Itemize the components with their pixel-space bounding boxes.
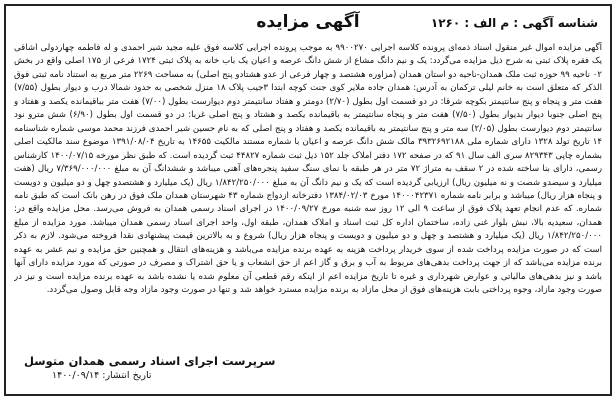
notice-identifier: شناسه آگهی : م الف : ۱۲۶۰ [430,16,598,30]
notice-page [4,4,612,396]
publication-date: تاریخ انتشار: ۱۴۰۰/۰۹/۱۴ [52,370,152,381]
notice-header [14,10,602,40]
notice-body: آگهی مزایده اموال غیر منقول اسناد ذمه‌ای پرونده کلاسه اجرایی ۹۹۰۰۲۷۰ به موجب پرونده اجرایی کلاسه فوق علیه مجید شیر احمدی و له فاطمه چهاردولی اشاقی یک فقره پلاک ثبتی به شرح ذیل مزایده می‌گردد: یک و نیم دانگ مشاع از شش دانگ عرصه و اعیان یک باب خانه به پلاک ثبتی ۱۷۲۴ فرعی از ۱۷۵ اصلی واقع در بخش ۰۲ ناحیه ۹۹ حوزه ثبت ملک همدان-ناحیه دو استان همدان (مزاوره هشتصد و چهار فرعی از عدو هشتادو پنج اصلی) به مساحت ۲۲۶۹ متر مربع به استناد نامه ثبتی فوق الذکر که متعلق است به خانم لیلی ترکمان به آدرس: همدان جاده ملایر کوی جنت کوچه ابتدا ۳جیب پلاک ۱۸ منزل شخصی به حدود شمالا درب و دیوار بطول (۷/۵۵) هفت متر و پنجاه و پنج سانتیمتر بکوچه شرقا: در دو قسمت اول بطول (۲/۷۰) دومتر و هفتاد سانتیمتر دوم دیوارست بطول (۷/۰۰) هفت متر بباقیمانده یکصد و هفتاد و پنج اصلی جنوبا دیوار بدیوار بطول (۷/۵۰) هفت متر و پنجاه سانتیمتر به باقیمانده یکصد و هشتاد و پنج اصلی غربا: در دو قسمت اول بطول (۶/۹۰) شش مترو نود سانتیمتر دوم دیوارست بطول (۲/۰۵) سه متر و پنج سانتیمتر به باقیمانده یکصد و هفتاد و پنج اصلی که به نام حسین شیر احمدی فرزند محمد موسی شماره شناسنامه ۱۴ تاریخ تولد ۱۳۲۸ دارای شماره ملی ۳۹۳۲۶۹۲۱۸۸ مالک شش دانگ عرصه و اعیان با شماره مستند مالکیت ۱۴۶۵۵ به تاریخ ۱۳۹۱/۰۸/۰۴ موضوع سند مالکیت اصلی بشماره چاپی ۸۲۹۳۴۳ سری الف سال ۹۱ که در صفحه ۱۷۲ دفتر املاک جلد ۱۵۲ ذیل ثبت شماره ۴۴۸۲۷ ثبت گردیده است. که طبق نظر مورخه ۱۴۰۰/۰۷/۱۵ کارشناس رسمی، دارای بنا ساخته شده در ۲ سقف به متراژ ۷۲ متر در هر طبقه با نمای سنگ سفید پنجره‌های آهنی میباشد و ششدانگ آن به مبلغ ۷/۳۶۹/۰۰۰/۰۰۰ ریال (هفت میلیارد و سیصدو شصت و نه میلیون ریال) ارزیابی گردیده است که یک و نیم دانگ آن به مبلغ ۱/۸۴۲/۲۵۰/۰۰۰ ریال (یک میلیارد و هشتصدو چهل و دو میلیون و دویست و پنجاه هزار ریال) میباشد و برابر نامه شماره ۱۴۰۰۰۴۲۳۷۱ مورخ ۱۳۸۴/۰۲/۰۳ دفترخانه ازدواج شماره ۴۳ شهرستان همدان ملک فوق در رهن بانک است که طبق نامه شماره. که عدم انجام تعهد پلاک فوق از ساعت ۹ الی ۱۲ روز سه شنبه مورخ ۱۴۰۰/۰۹/۲۷ در اجرای اسناد رسمی همدان به فروش می‌رسد. محل مزایده واقع در: همدان، سعیدیه بالا، نبش بلوار غنی زاده، ساختمان اداره کل ثبت اسناد و املاک همدان، طبقه اول، واحد اجرای اسناد رسمی همدان میباشد. مورد مزایده از مبلغ ۱/۸۴۲/۲۵۰/۰۰۰ ریال (یک میلیارد و هشتصد و چهل و دو میلیون و دویست و پنجاه هزار ریال) شروع و به بالاترین قیمت پیشنهادی نقدا فروخته می‌شود. لازم به ذکر است که در صورت مزایده پرداخت شده از سوی خریدار پرداخت هزینه به عهده برنده مزایده می‌باشد و هزینه‌های انتقال و همچنین حق مزایده و نیم عشر به عهده برنده مزایده می‌باشد که از جهت پرداخت بدهی‌های مربوط به آب و برق و گاز اعم از حق انشعاب و یا حق اشتراک و مصرف در صورتی که مورد مزایده دارای آنها باشد و نیز بدهی‌های مالیاتی و عوارض شهرداری و غیره تا تاریخ مزایده اعم از اینکه رقم قطعی آن معلوم شده یا نشده باشد به عهده برنده مزایده است و نیز در صورت وجود مازاد، وجوه پرداختی بابت هزینه‌های فوق از محل مازاد به برنده مزایده مسترد خواهد شد و تنها در صورت وجود مازاد وجه قابل وصول می‌گردد. [14,43,602,296]
notice-title: آگهی مزایده [256,12,360,32]
notice-footer [14,350,602,384]
signature-line: سرپرست اجرای اسناد رسمی همدان متوسل [24,354,276,368]
